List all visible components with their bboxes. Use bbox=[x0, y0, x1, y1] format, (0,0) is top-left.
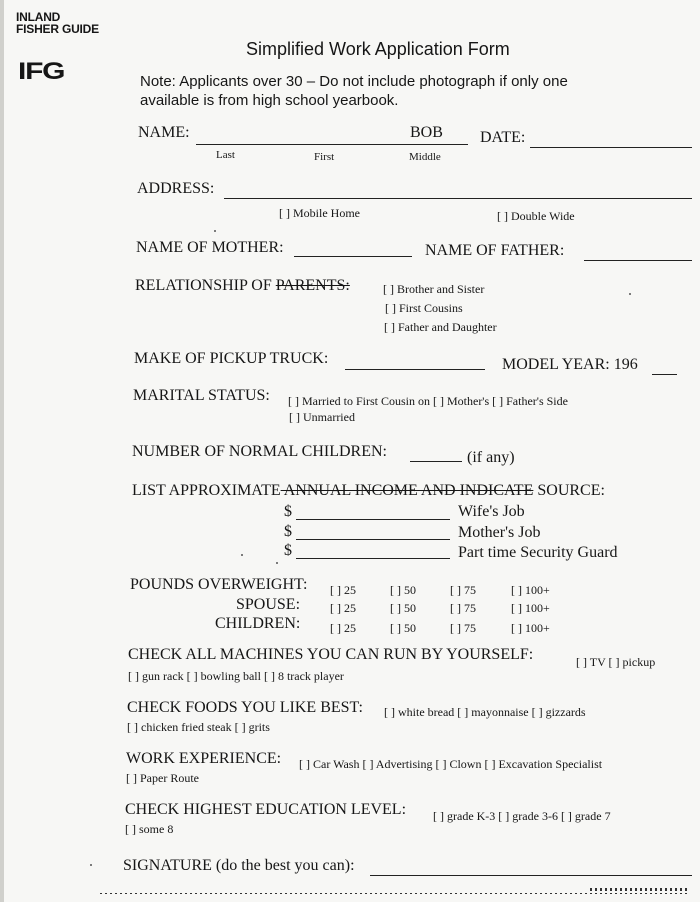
date-label: DATE: bbox=[480, 129, 526, 146]
name-label: NAME: bbox=[138, 124, 190, 141]
address-label: ADDRESS: bbox=[137, 180, 215, 197]
note-line-1: Note: Applicants over 30 – Do not include photograph if only one bbox=[140, 73, 568, 90]
scan-speck bbox=[90, 864, 92, 866]
weight-children-50[interactable]: [ ] 50 bbox=[390, 621, 416, 635]
income-label-text: LIST APPROXIMATE bbox=[132, 482, 281, 499]
work-options-line1[interactable]: [ ] Car Wash [ ] Advertising [ ] Clown [ ] Excavation Specialist bbox=[299, 757, 603, 771]
work-option-paper-route[interactable]: [ ] Paper Route bbox=[126, 771, 199, 785]
signature-label: SIGNATURE (do the best you can): bbox=[123, 857, 355, 874]
weight-children-100[interactable]: [ ] 100+ bbox=[511, 621, 550, 635]
machines-options-line1[interactable]: [ ] TV [ ] pickup bbox=[576, 655, 656, 669]
relationship-label-struck: PARENTS: bbox=[275, 277, 350, 294]
scan-noise-smudge bbox=[590, 888, 690, 891]
income-field-wife[interactable] bbox=[296, 519, 450, 520]
relationship-option-father-daughter[interactable]: [ ] Father and Daughter bbox=[384, 320, 497, 334]
weight-row-label-children: CHILDREN: bbox=[215, 615, 301, 632]
weight-self-75[interactable]: [ ] 75 bbox=[450, 583, 476, 597]
work-experience-label: WORK EXPERIENCE: bbox=[126, 750, 282, 767]
model-year-field[interactable] bbox=[652, 374, 677, 375]
father-name-field[interactable] bbox=[584, 260, 692, 261]
relationship-label bbox=[135, 277, 350, 295]
income-dollar-2: $ bbox=[284, 523, 292, 540]
scan-left-edge bbox=[0, 0, 4, 902]
education-label: CHECK HIGHEST EDUCATION LEVEL: bbox=[125, 801, 407, 818]
normal-children-label: NUMBER OF NORMAL CHILDREN: bbox=[132, 443, 387, 460]
name-field[interactable] bbox=[196, 144, 468, 145]
weight-row-label-spouse: SPOUSE: bbox=[236, 596, 301, 613]
income-label-struck: ANNUAL INCOME AND INDICATE bbox=[280, 482, 534, 499]
scan-noise-line bbox=[100, 893, 690, 894]
income-dollar-3: $ bbox=[284, 542, 292, 559]
weight-self-25[interactable]: [ ] 25 bbox=[330, 583, 356, 597]
marital-options-line1[interactable]: [ ] Married to First Cousin on [ ] Mother's [ ] Father's Side bbox=[288, 394, 568, 408]
date-field[interactable] bbox=[530, 147, 692, 148]
pickup-truck-label: MAKE OF PICKUP TRUCK: bbox=[134, 350, 329, 367]
signature-field[interactable] bbox=[370, 875, 692, 876]
scan-speck bbox=[214, 230, 216, 232]
company-name-line2: FISHER GUIDE bbox=[16, 22, 99, 36]
weight-self-100[interactable]: [ ] 100+ bbox=[511, 583, 550, 597]
machines-label: CHECK ALL MACHINES YOU CAN RUN BY YOURSELF: bbox=[128, 646, 534, 663]
weight-row-label-self: POUNDS OVERWEIGHT: bbox=[130, 576, 308, 593]
mother-name-label: NAME OF MOTHER: bbox=[136, 239, 284, 256]
father-name-label: NAME OF FATHER: bbox=[425, 242, 565, 259]
weight-spouse-75[interactable]: [ ] 75 bbox=[450, 601, 476, 615]
income-dollar-1: $ bbox=[284, 503, 292, 520]
weight-spouse-50[interactable]: [ ] 50 bbox=[390, 601, 416, 615]
marital-option-unmarried[interactable]: [ ] Unmarried bbox=[289, 410, 355, 424]
income-source-wife: Wife's Job bbox=[458, 503, 525, 520]
form-title: Simplified Work Application Form bbox=[246, 39, 510, 59]
scan-speck bbox=[629, 293, 631, 295]
normal-children-field[interactable] bbox=[410, 461, 462, 462]
income-field-mother[interactable] bbox=[296, 539, 450, 540]
company-name-line1: INLAND bbox=[16, 10, 61, 24]
income-field-security[interactable] bbox=[296, 558, 450, 559]
note-line-2: available is from high school yearbook. bbox=[140, 92, 399, 109]
normal-children-suffix: (if any) bbox=[467, 449, 515, 466]
name-sub-first: First bbox=[314, 151, 335, 163]
mother-name-field[interactable] bbox=[294, 256, 412, 257]
model-year-label: MODEL YEAR: 196 bbox=[502, 356, 638, 373]
relationship-option-cousins[interactable]: [ ] First Cousins bbox=[385, 301, 463, 315]
address-option-double-wide[interactable]: [ ] Double Wide bbox=[497, 209, 575, 223]
weight-spouse-25[interactable]: [ ] 25 bbox=[330, 601, 356, 615]
income-source-security: Part time Security Guard bbox=[458, 544, 618, 561]
address-option-mobile-home[interactable]: [ ] Mobile Home bbox=[279, 206, 360, 220]
income-source-mother: Mother's Job bbox=[458, 524, 541, 541]
weight-children-25[interactable]: [ ] 25 bbox=[330, 621, 356, 635]
address-field[interactable] bbox=[224, 198, 692, 199]
weight-children-75[interactable]: [ ] 75 bbox=[450, 621, 476, 635]
weight-spouse-100[interactable]: [ ] 100+ bbox=[511, 601, 550, 615]
income-label-end: SOURCE: bbox=[533, 482, 605, 499]
weight-self-50[interactable]: [ ] 50 bbox=[390, 583, 416, 597]
name-prefilled-middle: BOB bbox=[410, 124, 443, 141]
pickup-truck-field[interactable] bbox=[345, 369, 485, 370]
name-sub-last: Last bbox=[216, 149, 235, 161]
relationship-option-siblings[interactable]: [ ] Brother and Sister bbox=[383, 282, 485, 296]
marital-status-label: MARITAL STATUS: bbox=[133, 387, 270, 404]
scan-speck bbox=[276, 562, 278, 564]
scan-speck bbox=[241, 554, 243, 556]
foods-label: CHECK FOODS YOU LIKE BEST: bbox=[127, 699, 363, 716]
education-options-line1[interactable]: [ ] grade K-3 [ ] grade 3-6 [ ] grade 7 bbox=[433, 809, 611, 823]
education-option-some-8[interactable]: [ ] some 8 bbox=[125, 822, 174, 836]
foods-options-line1[interactable]: [ ] white bread [ ] mayonnaise [ ] gizzards bbox=[384, 705, 586, 719]
relationship-label-text: RELATIONSHIP OF bbox=[135, 277, 276, 294]
name-sub-middle: Middle bbox=[409, 151, 441, 163]
machines-options-line2[interactable]: [ ] gun rack [ ] bowling ball [ ] 8 track player bbox=[128, 669, 344, 683]
income-label bbox=[132, 482, 605, 500]
foods-options-line2[interactable]: [ ] chicken fried steak [ ] grits bbox=[127, 720, 270, 734]
company-logo-mark: IFG bbox=[18, 58, 65, 85]
